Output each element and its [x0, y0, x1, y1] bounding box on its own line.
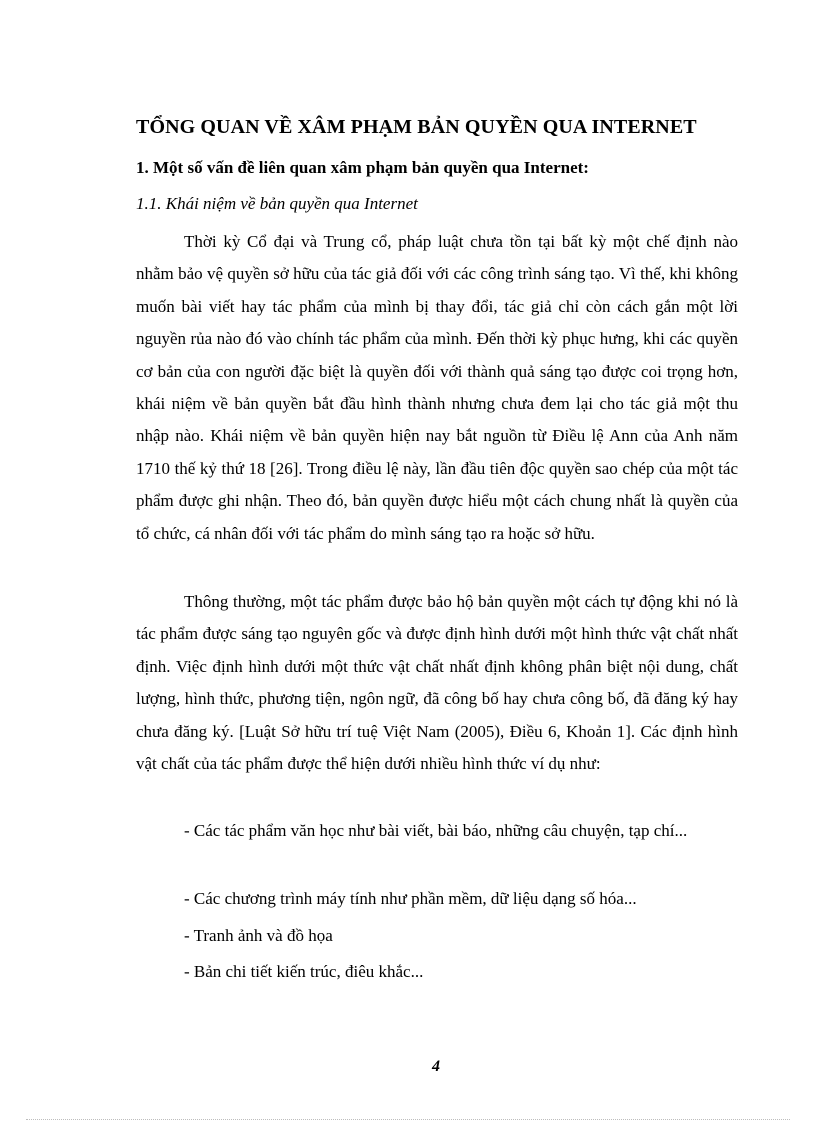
page-bottom-border [26, 1119, 790, 1120]
subsection-heading: 1.1. Khái niệm về bản quyền qua Internet [136, 194, 418, 213]
page-number: 4 [432, 1058, 440, 1075]
list-item [136, 919, 738, 952]
list-item [136, 955, 738, 988]
list-item-text: - Các chương trình máy tính như phần mềm, dữ liệu dạng số hóa... [184, 889, 637, 908]
document-title: TỔNG QUAN VỀ XÂM PHẠM BẢN QUYỀN QUA INTERNET [136, 116, 697, 138]
list-item-text: - Bản chi tiết kiến trúc, điêu khắc... [184, 962, 424, 981]
section-heading: 1. Một số vấn đề liên quan xâm phạm bản quyền qua Internet: [136, 158, 589, 177]
list-item-text: - Các tác phẩm văn học như bài viết, bài báo, những câu chuyện, tạp chí... [184, 821, 688, 840]
paragraph-text: Thông thường, một tác phẩm được bảo hộ bản quyền một cách tự động khi nó là tác phẩm được sáng tạo nguyên gốc và được định hình dưới một hình thức vật chất nhất định. Việc định hình dưới một thức vật chất nhất định không phân biệt nội dung, chất lượng, hình thức, phương tiện, ngôn ngữ, đã công bố hay chưa công bố, đã đăng ký hay chưa đăng ký. [Luật Sở hữu trí tuệ Việt Nam (2005), Điều 6, Khoản 1]. Các định hình vật chất của tác phẩm được thể hiện dưới nhiều hình thức ví dụ như: [136, 592, 738, 774]
list-item [136, 882, 738, 915]
list-item-text: - Tranh ảnh và đồ họa [184, 926, 333, 945]
list-item [136, 814, 738, 847]
body-paragraph [136, 586, 738, 780]
paragraph-text: Thời kỳ Cổ đại và Trung cổ, pháp luật chưa tồn tại bất kỳ một chế định nào nhằm bảo vệ quyền sở hữu của tác giả đối với các công trình sáng tạo. Vì thế, khi không muốn bài viết hay tác phẩm của mình bị thay đổi, tác giả chỉ còn cách gắn một lời nguyền rủa nào đó vào chính tác phẩm của mình. Đến thời kỳ phục hưng, khi các quyền cơ bản của con người đặc biệt là quyền đối với thành quả sáng tạo được coi trọng hơn, khái niệm về bản quyền bắt đầu hình thành nhưng chưa đem lại cho tác giả một thu nhập nào. Khái niệm về bản quyền hiện nay bắt nguồn từ Điều lệ Ann của Anh năm 1710 thế kỷ thứ 18 [26]. Trong điều lệ này, lần đầu tiên độc quyền sao chép của một tác phẩm được ghi nhận. Theo đó, bản quyền được hiểu một cách chung nhất là quyền của tổ chức, cá nhân đối với tác phẩm do mình sáng tạo ra hoặc sở hữu. [136, 232, 738, 543]
body-paragraph [136, 226, 738, 550]
